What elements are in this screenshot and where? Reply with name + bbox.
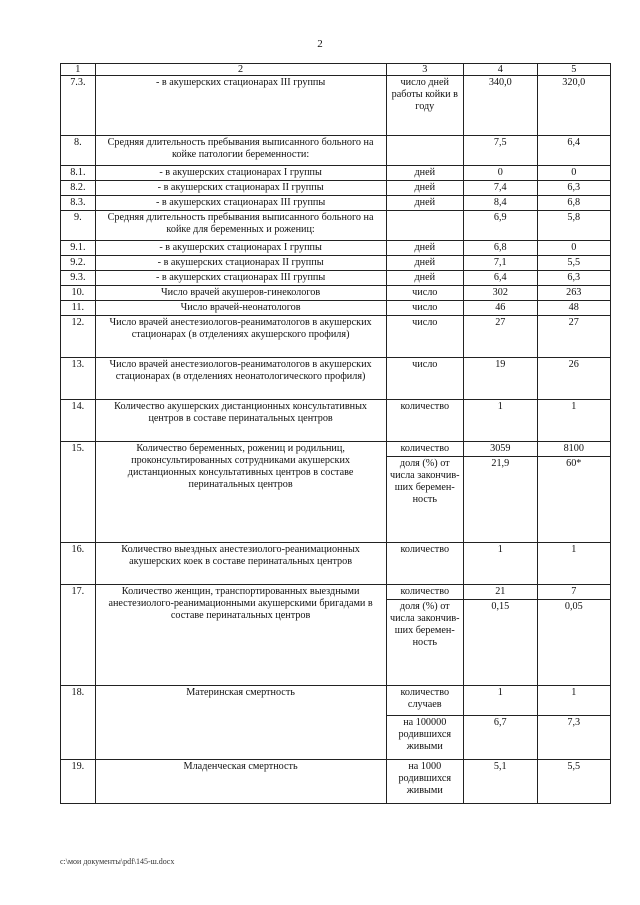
row-number: 19. [61, 760, 96, 804]
row-label: Число врачей анестезиологов-реаниматологов в акушерских стационарах (в отделениях неонатологического профиля) [95, 358, 386, 400]
row-unit: дней [386, 256, 464, 271]
row-number: 8. [61, 136, 96, 166]
row-number: 15. [61, 442, 96, 543]
row-unit: число [386, 358, 464, 400]
row-value-col5: 7 [537, 585, 610, 600]
row-value-col5: 1 [537, 400, 610, 442]
table-row [61, 543, 611, 585]
table-row [61, 316, 611, 358]
row-value-col5: 0 [537, 241, 610, 256]
row-unit: дней [386, 166, 464, 181]
header-cell: 5 [537, 64, 610, 76]
row-label: Число врачей-неонатологов [95, 301, 386, 316]
row-value-col5: 7,3 [537, 716, 610, 760]
table-row [61, 286, 611, 301]
table-row [61, 358, 611, 400]
row-unit: дней [386, 181, 464, 196]
row-value-col4: 302 [464, 286, 537, 301]
row-value-col4: 21 [464, 585, 537, 600]
row-value-col4: 0,15 [464, 600, 537, 686]
row-value-col5: 0 [537, 166, 610, 181]
row-value-col5: 1 [537, 686, 610, 716]
row-label: Количество беременных, рожениц и родильниц, проконсультированных сотрудниками акушерских дистанционных консультативных центров в составе перинатальных центров [95, 442, 386, 543]
row-number: 17. [61, 585, 96, 686]
row-value-col4: 21,9 [464, 457, 537, 543]
row-value-col4: 6,4 [464, 271, 537, 286]
row-value-col5: 5,8 [537, 211, 610, 241]
row-unit: на 100000 родившихся живыми [386, 716, 464, 760]
row-unit: доля (%) от числа закончив-ших беремен-ность [386, 600, 464, 686]
row-number: 7.3. [61, 76, 96, 136]
row-value-col4: 7,4 [464, 181, 537, 196]
row-label: - в акушерских стационарах I группы [95, 166, 386, 181]
row-value-col5: 320,0 [537, 76, 610, 136]
row-number: 9.3. [61, 271, 96, 286]
row-unit: дней [386, 271, 464, 286]
row-number: 8.3. [61, 196, 96, 211]
row-unit: на 1000 родившихся живыми [386, 760, 464, 804]
table-row [61, 181, 611, 196]
row-value-col5: 27 [537, 316, 610, 358]
row-value-col5: 0,05 [537, 600, 610, 686]
row-label: Количество акушерских дистанционных консультативных центров в составе перинатальных центров [95, 400, 386, 442]
row-label: Младенческая смертность [95, 760, 386, 804]
row-value-col5: 6,4 [537, 136, 610, 166]
row-value-col5: 48 [537, 301, 610, 316]
row-value-col4: 6,9 [464, 211, 537, 241]
row-value-col4: 1 [464, 686, 537, 716]
row-value-col4: 6,8 [464, 241, 537, 256]
row-value-col4: 19 [464, 358, 537, 400]
row-unit: число [386, 316, 464, 358]
row-number: 9. [61, 211, 96, 241]
row-label: Средняя длительность пребывания выписанного больного на койке для беременных и рожениц: [95, 211, 386, 241]
row-label: - в акушерских стационарах III группы [95, 196, 386, 211]
row-number: 8.2. [61, 181, 96, 196]
row-unit: количество [386, 442, 464, 457]
row-label: Число врачей анестезиологов-реаниматологов в акушерских стационарах (в отделениях акушерского профиля) [95, 316, 386, 358]
row-label: - в акушерских стационарах II группы [95, 256, 386, 271]
table-row [61, 585, 611, 600]
row-value-col5: 6,3 [537, 181, 610, 196]
row-number: 18. [61, 686, 96, 760]
table-row [61, 686, 611, 716]
row-unit: доля (%) от числа закончив-ших беремен-ность [386, 457, 464, 543]
row-unit: количество [386, 543, 464, 585]
table-row [61, 760, 611, 804]
row-unit [386, 136, 464, 166]
row-value-col4: 0 [464, 166, 537, 181]
header-cell: 3 [386, 64, 464, 76]
header-cell: 4 [464, 64, 537, 76]
row-value-col4: 46 [464, 301, 537, 316]
row-value-col4: 8,4 [464, 196, 537, 211]
page-number: 2 [317, 38, 323, 50]
table-row [61, 301, 611, 316]
row-value-col4: 7,5 [464, 136, 537, 166]
row-unit: число дней работы койки в году [386, 76, 464, 136]
row-unit: дней [386, 241, 464, 256]
row-value-col4: 340,0 [464, 76, 537, 136]
row-number: 16. [61, 543, 96, 585]
table-header-row [61, 64, 611, 76]
row-value-col4: 1 [464, 400, 537, 442]
row-number: 11. [61, 301, 96, 316]
row-number: 10. [61, 286, 96, 301]
row-value-col5: 5,5 [537, 256, 610, 271]
row-label: - в акушерских стационарах II группы [95, 181, 386, 196]
row-value-col5: 8100 [537, 442, 610, 457]
row-number: 8.1. [61, 166, 96, 181]
table-row [61, 136, 611, 166]
row-label: - в акушерских стационарах I группы [95, 241, 386, 256]
table-row [61, 76, 611, 136]
row-unit: количество случаев [386, 686, 464, 716]
header-cell: 2 [95, 64, 386, 76]
row-number: 9.1. [61, 241, 96, 256]
row-number: 12. [61, 316, 96, 358]
table-row [61, 271, 611, 286]
row-unit: число [386, 286, 464, 301]
row-value-col4: 7,1 [464, 256, 537, 271]
row-value-col4: 6,7 [464, 716, 537, 760]
row-unit: дней [386, 196, 464, 211]
table-row [61, 400, 611, 442]
row-value-col5: 1 [537, 543, 610, 585]
row-unit [386, 211, 464, 241]
row-unit: число [386, 301, 464, 316]
row-value-col5: 60* [537, 457, 610, 543]
row-label: - в акушерских стационарах III группы [95, 271, 386, 286]
row-value-col5: 5,5 [537, 760, 610, 804]
row-value-col5: 6,3 [537, 271, 610, 286]
table-row [61, 241, 611, 256]
row-value-col4: 3059 [464, 442, 537, 457]
row-number: 14. [61, 400, 96, 442]
row-value-col4: 5,1 [464, 760, 537, 804]
row-label: Средняя длительность пребывания выписанного больного на койке патологии беременности: [95, 136, 386, 166]
row-label: Число врачей акушеров-гинекологов [95, 286, 386, 301]
row-unit: количество [386, 400, 464, 442]
row-value-col4: 1 [464, 543, 537, 585]
table-row [61, 166, 611, 181]
row-unit: количество [386, 585, 464, 600]
table-row [61, 196, 611, 211]
header-cell: 1 [61, 64, 96, 76]
row-value-col5: 263 [537, 286, 610, 301]
footer-file-path: c:\мои документы\pdf\145-ш.docx [60, 857, 175, 866]
row-label: Количество выездных анестезиолого-реанимационных акушерских коек в составе перинатальных центров [95, 543, 386, 585]
table-row [61, 211, 611, 241]
row-value-col5: 26 [537, 358, 610, 400]
row-value-col5: 6,8 [537, 196, 610, 211]
row-label: - в акушерских стационарах III группы [95, 76, 386, 136]
statistics-table [60, 63, 611, 804]
table-row [61, 256, 611, 271]
row-value-col4: 27 [464, 316, 537, 358]
row-label: Количество женщин, транспортированных выездными анестезиолого-реанимационными акушерскими бригадами в составе перинатальных центров [95, 585, 386, 686]
table-row [61, 442, 611, 457]
row-number: 9.2. [61, 256, 96, 271]
row-label: Материнская смертность [95, 686, 386, 760]
row-number: 13. [61, 358, 96, 400]
